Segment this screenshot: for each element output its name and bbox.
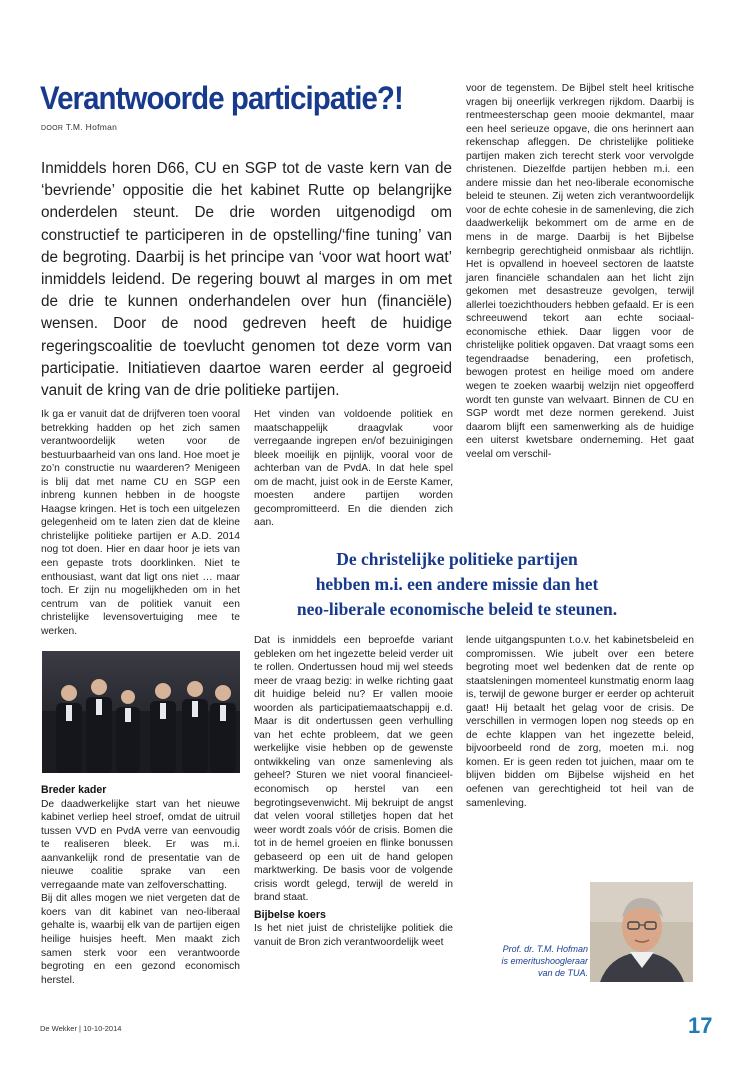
col2-paragraph-3: Is het niet juist de christelijke politiek die vanuit de Bron zich verantwoordelijk weet	[254, 923, 453, 949]
col3-paragraph: voor de tegenstem. De Bijbel stelt heel kritische vragen bij oneerlijk verkregen rijkdom. Daarbij is rentmeesterschap geen mooie dekmantel, maar een heel serieuze opgave, die ons herinnert aan rekenschap afleggen. De christelijke politieke partijen maken zich terecht sterk voor vervolgde christenen. Diezelfde partijen hebben m.i. een andere missie dan het neo-liberale economische beleid te steunen. Zij weten zich verantwoordelijk voor de echte cohesie in de samenleving, die zich daadwerkelijk bekommert om de arme en de mens in de marge. Daarbij is het Bijbelse kernbegrip gerechtigheid onmisbaar als richtlijn. Het is opvallend in hoeveel sectoren de laatste jaren financiële schandalen aan het licht zijn gekomen met desastreuze gevolgen, terwijl allerlei toezichthouders hebben gefaald. Er is een schreeuwend tekort aan echte sociaal-economische ethiek. Daar liggen voor de christelijke politiek opgaven. Dat vraagt soms een tegendraadse benadering, een profetisch, bewogen protest en heilige moed om andere wegen te zoeken waarbij welzijn niet opgeofferd wordt ten gunste van welvaart. Binnen de CU en SGP wordt met deze normen gerekend. Juist daarom blijft een samenwerking als de huidige een uiterst kwetsbare onderneming. Het gaat veelal om verschil-	[466, 83, 694, 460]
col1-paragraph-3: Bij dit alles mogen we niet vergeten dat de koers van dit kabinet van neo-liberaal gehalte is, waarbij elk van de partijen eigen heilige huisjes heeft. Men maakt zich samen sterk voor een verantwoorde begroting en een gezond economisch herstel.	[41, 893, 240, 986]
politicians-photo	[42, 651, 240, 773]
column-1-top	[41, 408, 240, 638]
col2-paragraph-1: Het vinden van voldoende politiek en maatschappelijk draagvlak voor verregaande ingrepen en/of bezuinigingen bleek moeilijk en pijnlijk, vooral voor de achterban van de PvdA. In dat hele spel om de macht, juist ook in de Eerste Kamer, moesten andere partijen worden gecompromitteerd. En die dienden zich aan.	[254, 409, 453, 529]
intro-paragraph: Inmiddels horen D66, CU en SGP tot de vaste kern van de ‘bevriende’ oppositie die het kabinet Rutte op belangrijke onderdelen steunt. De drie worden uitgenodigd om constructief te participeren in de opstelling/‘fine tuning’ van de begroting. Daarbij is het principe van ‘voor wat hoort wat’ inmiddels leidend. De regering bouwt al marges in om met de drie te kunnen onderhandelen over hun (financiële) wensen. Door de nood gedreven heeft de huidige regeringscoalitie de toevlucht genomen tot deze vorm van participatie. Initiatieven daartoe waren eerder al gegroeid vanuit de kring van de drie politieke partijen.	[41, 160, 452, 400]
col1-paragraph-2: De daadwerkelijke start van het nieuwe kabinet verliep heel stroef, omdat de uitruil tussen VVD en PvdA verre van eenvoudig te realiseren bleek. Er was m.i. aanvankelijk rond de presentatie van de nieuwe coalitie sprake van een verregaande mate van zelfoverschatting.	[41, 798, 240, 891]
col3-paragraph-2: lende uitgangspunten t.o.v. het kabinetsbeleid en compromissen. Wie jubelt over een betere begroting moet wel bedenken dat de rente op staatsleningen momenteel kunstmatig enorm laag is, terwijl de gewone burger er eerder op achteruit gaat! Hij betaalt het gelag voor de crisis. De verschillen in vermogen lopen nog steeds op en de echte klappen van het ingezette beleid, bijvoorbeeld rond de zorg, moeten m.i. nog komen. Er is geen reden tot juichen, maar om te blijven bidden om Bijbelse wijsheid en het oefenen van gerechtigheid tot heil van de samenleving.	[466, 635, 694, 809]
column-2-top	[254, 408, 453, 530]
pull-quote-line-3: neo-liberale economische beleid te steunen.	[296, 599, 618, 619]
pull-quote-line-2: hebben m.i. een andere missie dan het	[315, 574, 599, 594]
section-heading-bijbelse-koers: Bijbelse koers	[254, 908, 326, 921]
footer-publication: De Wekker | 10-10-2014	[40, 1024, 122, 1033]
byline-author: T.M. Hofman	[65, 122, 118, 132]
column-2-bottom	[254, 634, 453, 950]
column-1-bottom	[41, 784, 240, 987]
byline	[41, 122, 117, 132]
politicians-photo-graphic	[42, 651, 240, 773]
caption-line-3: van de TUA.	[537, 967, 588, 978]
author-caption	[472, 944, 588, 979]
caption-line-2: is emeritushoogleraar	[501, 955, 588, 966]
col2-paragraph-2: Dat is inmiddels een beproefde variant gebleken om het ingezette beleid verder uit te rollen. Ondertussen houd mij wel steeds meer de vraag bezig: in welke richting gaat dit huidige beleid nu? Er vallen mooie woorden als participatiemaatschappij e.d. Maar is dit ondertussen geen verhulling van het echte probleem, dat we geen werkelijke visie hebben op de gewenste ontwikkeling van onze samenleving als geheel? Sturen we niet vooral financieel-economisch op herstel van een begrotingsevenwicht. Mij bekruipt de angst dat velen vooral stilletjes hopen dat het weer wordt zoals vóór de crisis. Bomen die tot in de hemel groeien en flinke bonussen gebaseerd op een uit de hand gelopen marktwerking. De basis voor de volgende crisis wordt gelegd, terwijl de wereld in brand staat.	[254, 635, 453, 904]
author-photo-graphic	[590, 882, 693, 982]
article-title: Verantwoorde participatie?!	[40, 80, 403, 116]
page-number: 17	[688, 1013, 713, 1038]
author-photo	[590, 882, 693, 982]
pull-quote-line-1: De christelijke politieke partijen	[336, 549, 578, 569]
col1-paragraph-1: Ik ga er vanuit dat de drijfveren toen vooral betrekking hadden op het zich samen verantwoordelijk weten voor de bestuurbaarheid van ons land. Hoe moet je zo’n constructie nu waarderen? Menigeen is blij dat met name CU en SGP een inbreng kunnen hebben in de hoogste Haagse kringen. Het is toch een uitgelezen gelegenheid om te laten zien dat de kleine christelijke politieke partijen er A.D. 2014 nog tot doen. Hier en daar hoor je iets van een gepaste trots doorklinken. Niet te enthousiast, want dat ligt ons niet … maar toch. Er zijn nu mogelijkheden om in het centrum van de politiek vanuit een christelijke levensovertuiging mee te werken.	[41, 409, 240, 637]
caption-line-1: Prof. dr. T.M. Hofman	[502, 944, 588, 954]
column-3-top	[466, 82, 694, 461]
section-heading-breder-kader: Breder kader	[41, 784, 107, 796]
column-3-bottom	[466, 634, 694, 810]
pull-quote	[258, 547, 656, 622]
byline-prefix: DOOR	[41, 125, 64, 132]
